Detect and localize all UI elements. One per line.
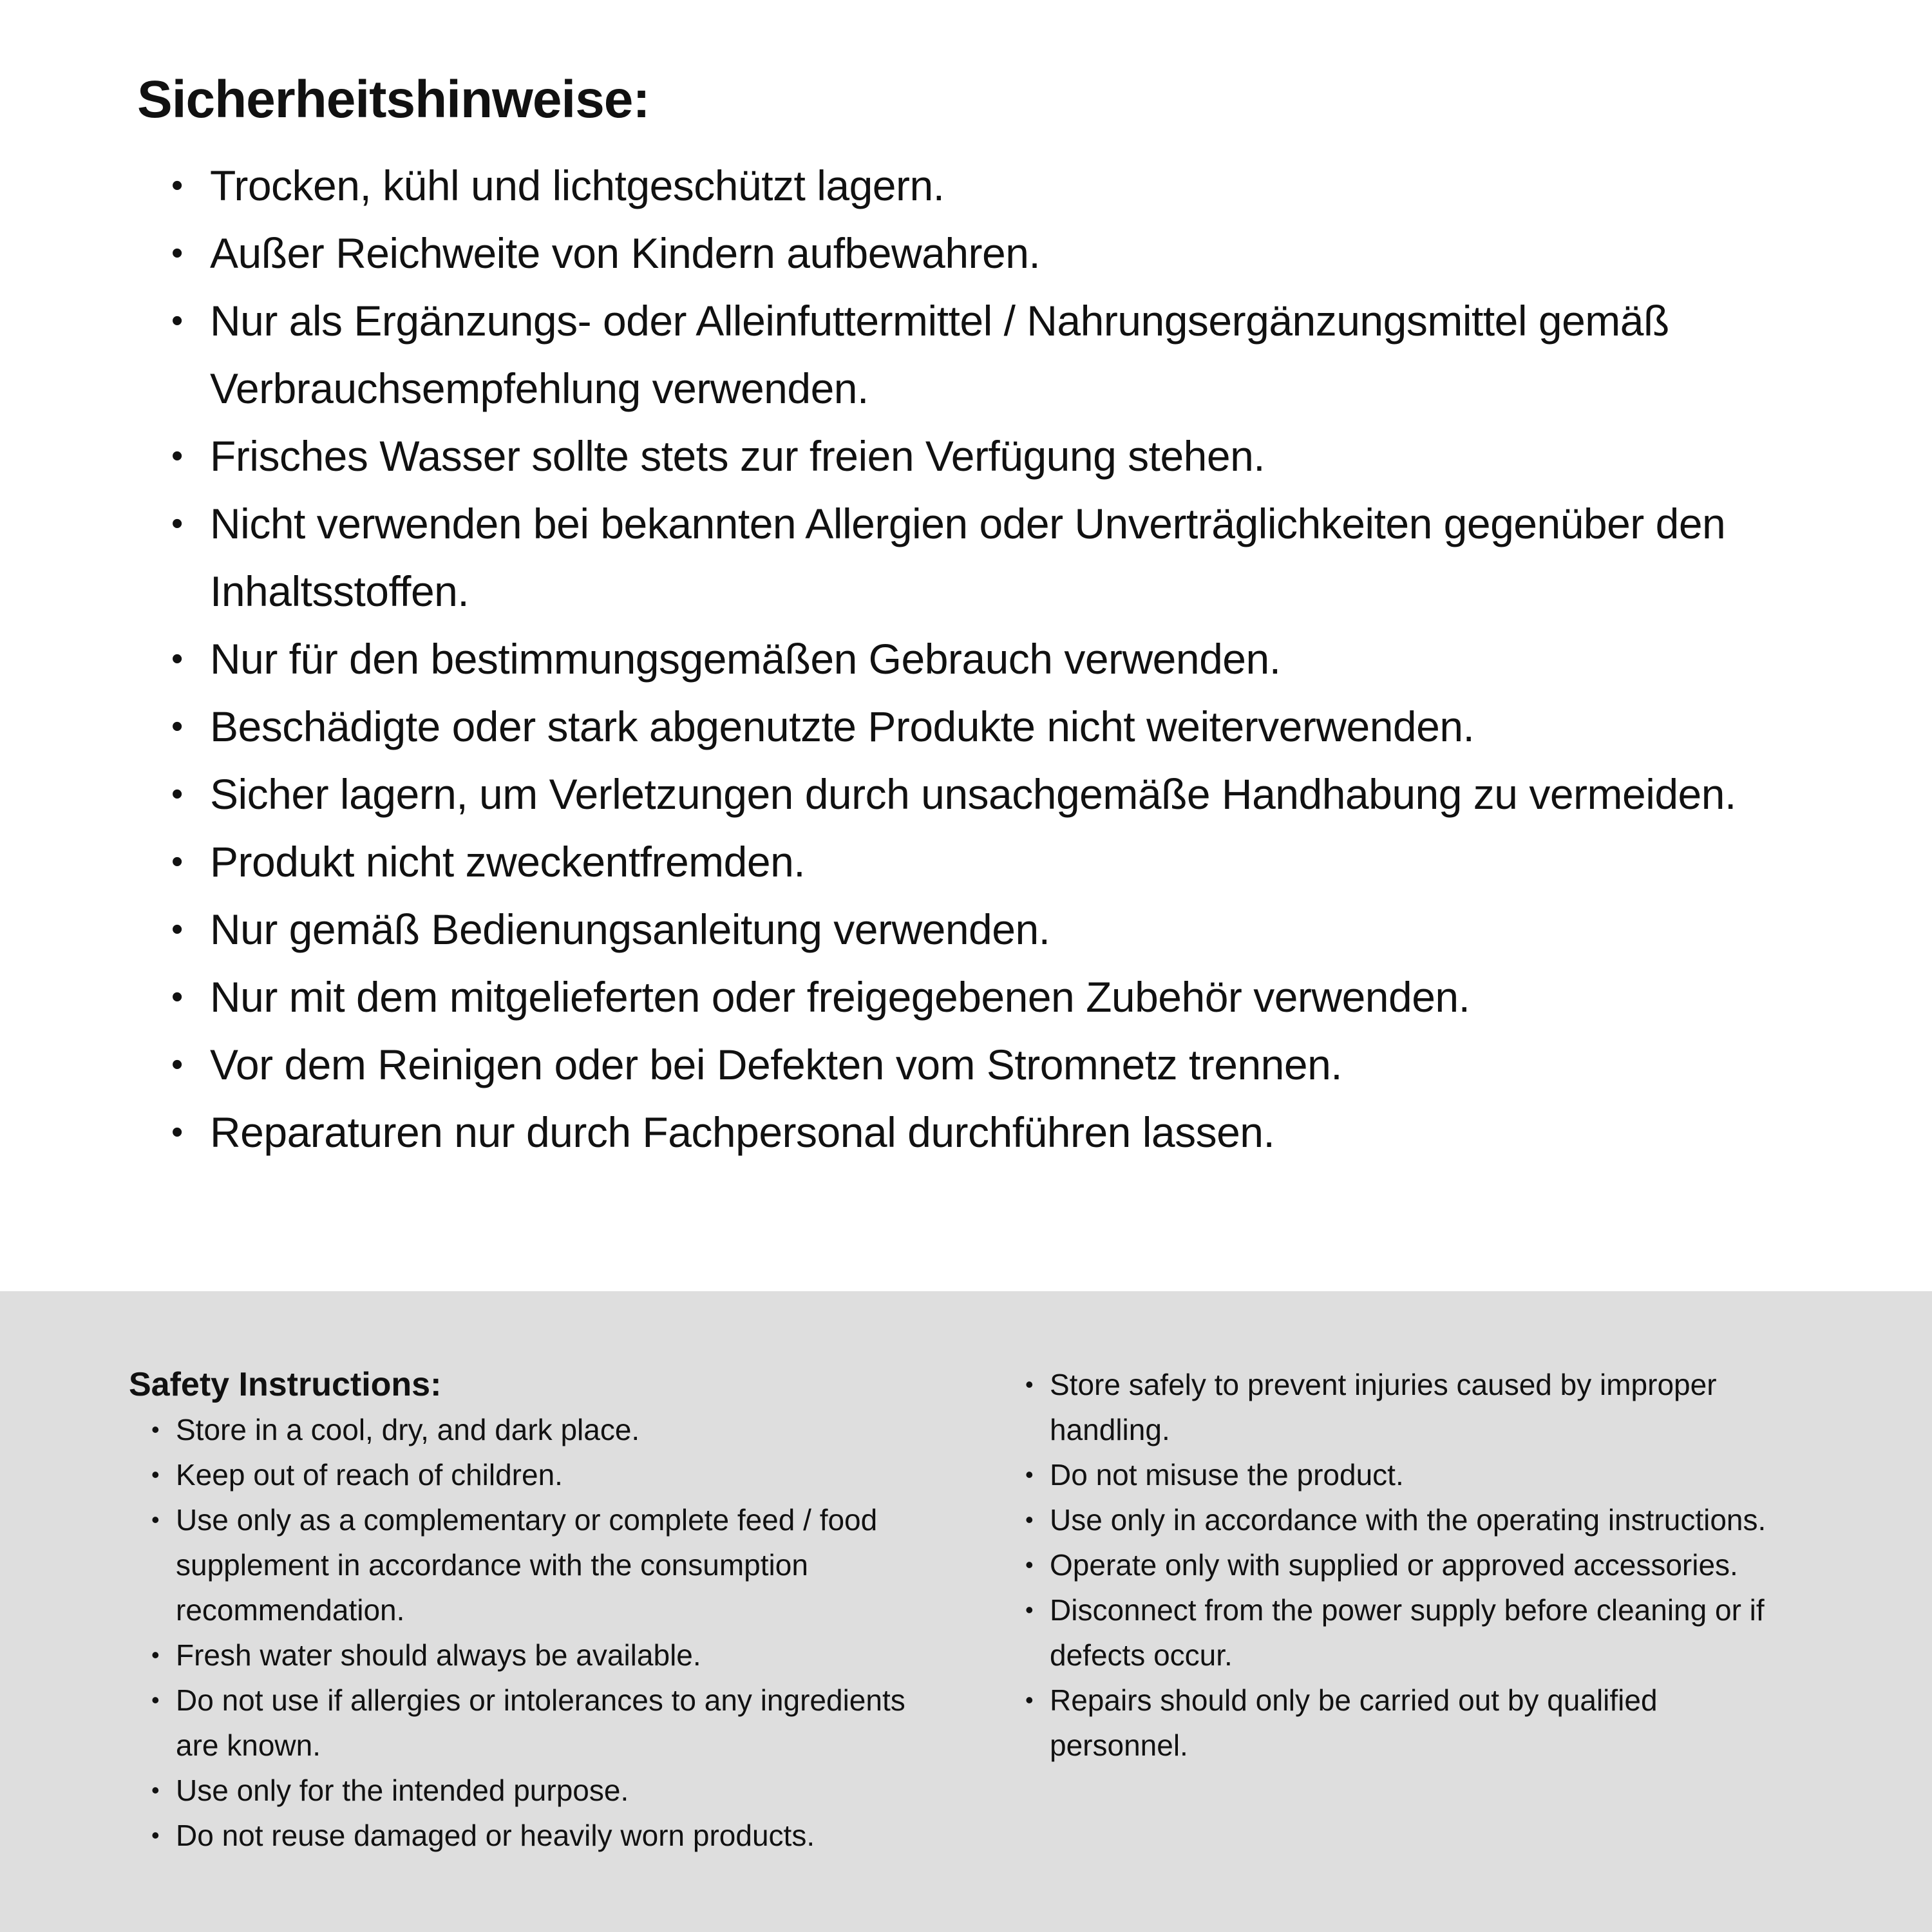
bullet-icon: • (171, 302, 183, 339)
bullet-icon: • (151, 1506, 160, 1533)
english-list-item (151, 1407, 1025, 1452)
bullet-icon: • (151, 1777, 160, 1803)
german-list-item-text: Nur für den bestimmungsgemäßen Gebrauch verwenden. (210, 635, 1281, 683)
english-list-item-text: Fresh water should always be available. (176, 1638, 701, 1672)
german-list-item-text: Produkt nicht zweckentfremden. (210, 838, 806, 886)
german-list-item-text: Trocken, kühl und lichtgeschützt lagern. (210, 162, 945, 209)
bullet-icon: • (1025, 1551, 1034, 1578)
english-list-item-text: Store safely to prevent injuries caused by improper handling. (1050, 1368, 1717, 1446)
bullet-icon: • (171, 978, 183, 1016)
bullet-icon: • (151, 1642, 160, 1668)
german-list-item-text: Nur gemäß Bedienungsanleitung verwenden. (210, 905, 1050, 953)
german-list-item (171, 963, 1743, 1031)
english-list-item-text: Use only for the intended purpose. (176, 1774, 629, 1807)
german-list-item-text: Beschädigte oder stark abgenutzte Produkte nicht weiterverwenden. (210, 703, 1475, 750)
english-list-item (151, 1633, 1025, 1678)
bullet-icon: • (171, 775, 183, 813)
german-list-item (171, 220, 1743, 287)
german-section (137, 64, 1812, 1166)
english-list-item (1025, 1678, 1843, 1768)
german-list-item-text: Nicht verwenden bei bekannten Allergien oder Unverträglichkeiten gegenüber den Inhaltsstoffen. (210, 500, 1726, 615)
english-safety-list-left (151, 1407, 1025, 1858)
german-safety-list (171, 152, 1743, 1166)
english-list-item (151, 1813, 1025, 1858)
bullet-icon: • (171, 167, 183, 204)
german-list-item-text: Nur mit dem mitgelieferten oder freigegebenen Zubehör verwenden. (210, 973, 1470, 1021)
english-list-item-text: Do not use if allergies or intolerances to any ingredients are known. (176, 1683, 905, 1762)
bullet-icon: • (171, 640, 183, 677)
german-list-item-text: Frisches Wasser sollte stets zur freien Verfügung stehen. (210, 432, 1265, 480)
german-list-item (171, 1099, 1743, 1166)
bullet-icon: • (171, 1046, 183, 1083)
german-list-item-text: Außer Reichweite von Kindern aufbewahren. (210, 229, 1041, 277)
english-list-item-text: Do not misuse the product. (1050, 1458, 1404, 1492)
bullet-icon: • (171, 843, 183, 880)
bullet-icon: • (171, 1113, 183, 1151)
english-list-item (151, 1768, 1025, 1813)
english-list-item-text: Disconnect from the power supply before cleaning or if defects occur. (1050, 1593, 1765, 1672)
bullet-icon: • (171, 234, 183, 272)
german-list-item (171, 152, 1743, 220)
german-list-item (171, 422, 1743, 490)
bullet-icon: • (1025, 1461, 1034, 1488)
german-list-item (171, 287, 1743, 422)
german-section-title: Sicherheitshinweise: (137, 70, 650, 129)
german-list-item (171, 625, 1743, 693)
bullet-icon: • (171, 911, 183, 948)
bullet-icon: • (151, 1687, 160, 1713)
english-list-item-text: Use only in accordance with the operating instructions. (1050, 1503, 1766, 1537)
bullet-icon: • (1025, 1687, 1034, 1713)
english-list-item (1025, 1542, 1843, 1587)
english-list-item (1025, 1587, 1843, 1678)
bullet-icon: • (171, 437, 183, 475)
german-list-item-text: Sicher lagern, um Verletzungen durch unsachgemäße Handhabung zu vermeiden. (210, 770, 1736, 818)
bullet-icon: • (151, 1822, 160, 1848)
english-list-item-text: Do not reuse damaged or heavily worn products. (176, 1819, 815, 1852)
english-list-item (1025, 1362, 1843, 1452)
german-list-item-text: Vor dem Reinigen oder bei Defekten vom Stromnetz trennen. (210, 1041, 1343, 1088)
bullet-icon: • (1025, 1371, 1034, 1397)
english-list-item (151, 1452, 1025, 1497)
english-safety-list-right (1025, 1362, 1843, 1768)
english-list-item-text: Operate only with supplied or approved accessories. (1050, 1548, 1738, 1582)
bullet-icon: • (151, 1461, 160, 1488)
english-list-item-text: Store in a cool, dry, and dark place. (176, 1413, 640, 1446)
bullet-icon: • (171, 505, 183, 542)
german-list-item (171, 828, 1743, 896)
german-list-item (171, 490, 1743, 625)
english-list-item-text: Use only as a complementary or complete feed / food supplement in accordance with the consumption recommendation. (176, 1503, 878, 1627)
german-list-item (171, 761, 1743, 828)
german-list-item-text: Reparaturen nur durch Fachpersonal durchführen lassen. (210, 1108, 1275, 1156)
german-list-item-text: Nur als Ergänzungs- oder Alleinfuttermittel / Nahrungsergänzungsmittel gemäß Verbrauchsempfehlung verwenden. (210, 297, 1669, 412)
english-right-column (1025, 1362, 1843, 1768)
english-list-item-text: Repairs should only be carried out by qualified personnel. (1050, 1683, 1658, 1762)
english-list-item (151, 1678, 1025, 1768)
bullet-icon: • (1025, 1506, 1034, 1533)
english-list-item-text: Keep out of reach of children. (176, 1458, 563, 1492)
german-list-item (171, 1031, 1743, 1099)
english-list-item (1025, 1452, 1843, 1497)
german-list-item (171, 896, 1743, 963)
bullet-icon: • (151, 1416, 160, 1443)
english-list-item (1025, 1497, 1843, 1542)
english-section-title: Safety Instructions: (129, 1366, 442, 1403)
bullet-icon: • (171, 708, 183, 745)
english-section-panel (0, 1291, 1932, 1932)
english-list-item (151, 1497, 1025, 1633)
english-left-column (129, 1362, 1025, 1858)
german-list-item (171, 693, 1743, 761)
bullet-icon: • (1025, 1596, 1034, 1623)
